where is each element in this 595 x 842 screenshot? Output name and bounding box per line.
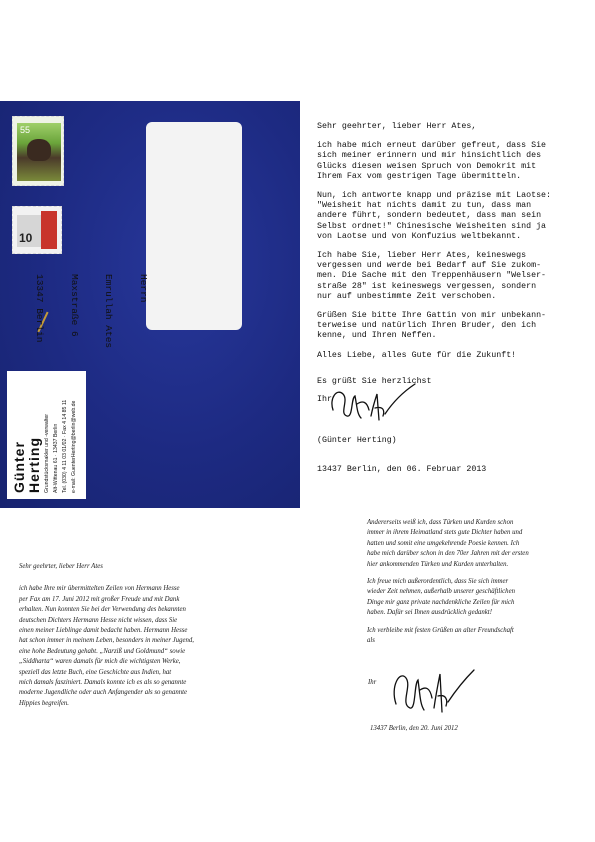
letter-paragraph bbox=[317, 122, 589, 132]
letter-line: men. Die Sache mit den Treppenhäusern "Welser- bbox=[317, 271, 547, 281]
handwritten-line: habe mich darüber schon in den 70er Jahren mit der ersten bbox=[367, 550, 529, 558]
letter-paragraph bbox=[317, 251, 589, 302]
closing-line: Ihr bbox=[317, 395, 332, 404]
handwritten-line bbox=[19, 572, 259, 584]
letter-line: straße 28" ist keineswegs vergessen, sondern bbox=[317, 281, 537, 291]
typed-letter bbox=[317, 122, 589, 370]
sender-label-content bbox=[7, 371, 86, 499]
letter-line: Ich habe Sie, lieber Herr Ates, keineswegs bbox=[317, 251, 527, 261]
sender-name-last: Herting bbox=[26, 437, 42, 493]
typed-signature-name: (Günter Herting) bbox=[317, 436, 397, 445]
letter-line: vergessen und werde bei Bedarf auf Sie zukom- bbox=[317, 261, 542, 271]
paragraph-gap bbox=[367, 570, 595, 577]
letter-line: ich habe mich erneut darüber gefreut, dass Sie bbox=[317, 141, 547, 151]
letter-line: von Laotse und von Konfuzius weltbekannt. bbox=[317, 231, 522, 241]
handwritten-line: ich habe Ihre mir übermittelten Zeilen von Hermann Hesse bbox=[19, 585, 180, 593]
sender-phone: Tel. (030) 4 11 03 01/02 · Fax 4 14 85 11 bbox=[62, 399, 68, 493]
handwritten-line: als bbox=[367, 637, 375, 645]
postage-stamp-supplement bbox=[12, 206, 62, 254]
recipient-address bbox=[23, 274, 173, 348]
letter-paragraph bbox=[317, 311, 589, 342]
sender-label bbox=[7, 371, 86, 499]
handwritten-line: einen meiner Lieblinge damit bedacht haben. Hermann Hesse bbox=[19, 627, 188, 635]
handwritten-line: haben. Dafür sei Ihnen ausdrücklich gedankt! bbox=[367, 609, 492, 617]
postage-stamp-cat bbox=[12, 116, 64, 186]
letter-line: Ihrem Fax vom gestrigen Tage übermitteln. bbox=[317, 171, 522, 181]
letter-line: andere führt, sondern bedeutet, dass man sein bbox=[317, 211, 542, 221]
address-line: Herrn bbox=[138, 274, 149, 303]
sender-name-first: Günter bbox=[11, 441, 27, 493]
handwritten-signature-2 bbox=[388, 660, 478, 718]
handwritten-line: deutschen Dichters Hermann Hesse nicht wissen, dass Sie bbox=[19, 616, 178, 624]
letter-line: "Weisheit hat nichts damit zu tun, dass man bbox=[317, 201, 532, 211]
letter-line: Selbst ordnet!" Chinesische Weisheiten sind ja bbox=[317, 221, 547, 231]
stamp-value: 10 bbox=[19, 231, 33, 245]
paragraph-gap bbox=[367, 619, 595, 626]
address-line: 13347 Berlin bbox=[34, 274, 46, 343]
handwritten-letter-left bbox=[19, 562, 259, 709]
handwritten-line: moderne Jugendliche oder auch Anfangender als so genannte bbox=[19, 689, 188, 697]
handwritten-line: Dinge mir ganz private nachdenkliche Zeilen für mich bbox=[367, 598, 515, 606]
letter-paragraph bbox=[317, 141, 589, 182]
handwritten-line: mich damals fasziniert. Damals konnte ich es als so genannte bbox=[19, 679, 187, 687]
handwritten-line: immer in ihrem Heimatland stets gute Dichter haben und bbox=[367, 529, 523, 537]
handwritten-line: speziell das letzte Buch, eine Geschichte aus Indien, hat bbox=[19, 668, 172, 676]
handwritten-line: eine hohe Bedeutung gehabt. „Narziß und Goldmund“ sowie bbox=[19, 647, 186, 655]
cat-image bbox=[27, 139, 51, 161]
stamp-value: 55 bbox=[20, 125, 31, 135]
letter-line: kenne, und Ihren Neffen. bbox=[317, 331, 437, 341]
letter-line: sich meiner erinnern und mir hinsichtlich des bbox=[317, 151, 542, 161]
handwritten-line: hat schon immer in meinem Leben, besonders in meiner Jugend, bbox=[19, 637, 194, 645]
sender-address: Alt-Wittenau 61 · 13437 Berlin bbox=[53, 423, 59, 493]
handwritten-line: hier ankommenden Türken und Kurden unterhalten. bbox=[367, 560, 509, 568]
handwritten-letter-right bbox=[367, 518, 595, 646]
sender-profession: Grundstücksmakler und -verwalter bbox=[44, 414, 50, 493]
letter-paragraph bbox=[317, 351, 589, 361]
handwritten-closing: Ihr bbox=[368, 679, 377, 686]
handwritten-line: erhalten. Nun konnten Sie bei der Verwendung des bekannten bbox=[19, 606, 186, 614]
letter-line: Alles Liebe, alles Gute für die Zukunft! bbox=[317, 350, 517, 360]
letter-line: Glücks diesen weisen Spruch von Demokrit mit bbox=[317, 161, 537, 171]
handwritten-line: Ich freue mich außerordentlich, dass Sie sich immer bbox=[367, 578, 509, 586]
letter-line: Grüßen Sie bitte Ihre Gattin von mir unbekann- bbox=[317, 311, 547, 321]
handwritten-line: Andererseits weiß ich, dass Türken und Kurden schon bbox=[367, 519, 514, 526]
handwritten-line: per Fax am 17. Juni 2012 mit großer Freude und mit Dank bbox=[19, 595, 180, 603]
address-line: Maxstraße 6 bbox=[69, 274, 80, 337]
handwritten-line: wieder Zeit nehmen, außerhalb unserer geschäftlichen bbox=[367, 588, 515, 596]
handwritten-date: 13437 Berlin, den 20. Juni 2012 bbox=[370, 725, 458, 732]
letter-line: Sehr geehrter, lieber Herr Ates, bbox=[317, 122, 477, 131]
address-line: Emrullah Ates bbox=[103, 274, 115, 349]
letter-line: nur auf unbestimmte Zeit verschoben. bbox=[317, 291, 497, 301]
closing-line: Es grüßt Sie herzlichst bbox=[317, 377, 432, 386]
handwritten-line: „Siddharta“ waren damals für mich die wichtigsten Werke, bbox=[19, 658, 181, 666]
handwritten-signature bbox=[327, 380, 417, 426]
letter-paragraph bbox=[317, 191, 589, 242]
sender-email: e-mail: GuenterHerting@berlin@web.de bbox=[71, 400, 77, 493]
stamp-stripe bbox=[41, 211, 57, 249]
handwritten-line: Sehr geehrter, lieber Herr Ates bbox=[19, 563, 103, 570]
handwritten-line: hatten und somit eine umgekehrende Poesie kennen. Ich bbox=[367, 539, 520, 547]
handwritten-line: Hippies begreifen. bbox=[19, 699, 69, 707]
letter-line: Nun, ich antworte knapp und präzise mit Laotse: bbox=[317, 191, 552, 201]
letter-line: terweise und natürlich Ihren Bruder, den ich bbox=[317, 321, 537, 331]
typed-date: 13437 Berlin, den 06. Februar 2013 bbox=[317, 465, 487, 474]
handwritten-line: Ich verbleibe mit festen Grüßen an alter Freundschaft bbox=[367, 626, 514, 634]
